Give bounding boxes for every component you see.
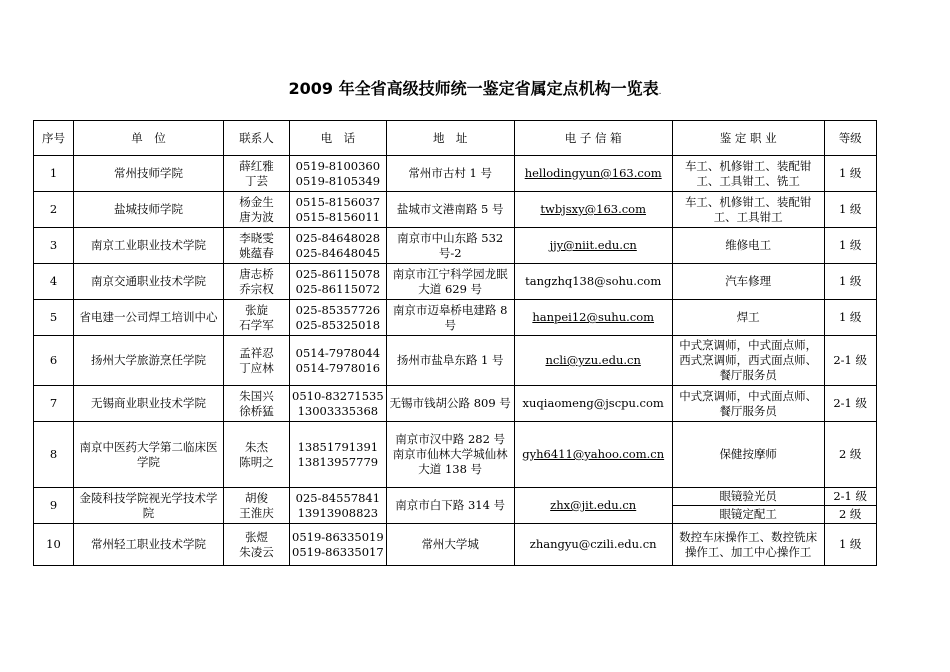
- table-row: [34, 524, 877, 566]
- table-row: [34, 300, 877, 336]
- contacts: [224, 386, 290, 422]
- contact-name: 丁应林: [239, 360, 274, 375]
- header-level: 等级: [824, 121, 876, 156]
- title-text: 2009 年全省高级技师统一鉴定省属定点机构一览表: [288, 79, 659, 98]
- phone-number: 025-86115078: [295, 266, 381, 281]
- contact-name: 薛红雅: [239, 158, 274, 173]
- job-list: 车工、机修钳工、装配钳工、工具钳工、铣工: [672, 156, 824, 192]
- contact-name: 陈明之: [239, 454, 274, 469]
- email[interactable]: [514, 422, 672, 488]
- level: 2 级: [824, 506, 876, 524]
- address-text: 无锡市钱胡公路 809 号: [389, 396, 511, 410]
- table-row: [34, 228, 877, 264]
- phone-number: 025-84648045: [295, 245, 381, 260]
- table-row: [34, 264, 877, 300]
- contacts: [224, 228, 290, 264]
- contact-name: 张煜: [245, 529, 268, 544]
- address: [386, 192, 514, 228]
- phone-number: 025-84557841: [295, 490, 381, 505]
- phone-number: 0519-8100360: [295, 158, 381, 173]
- address-text: 常州大学城: [421, 537, 479, 551]
- address-text: 南京市迈皋桥电建路 8 号: [392, 302, 508, 332]
- row-number: 3: [34, 228, 74, 264]
- job-list: 数控车床操作工、数控铣床操作工、加工中心操作工: [672, 524, 824, 566]
- phone-number: 025-85325018: [295, 317, 381, 332]
- phone-number: 13913908823: [297, 505, 379, 520]
- job-list: 中式烹调师，中式面点师，西式烹调师，西式面点师、餐厅服务员: [672, 336, 824, 386]
- job-list: 维修电工: [672, 228, 824, 264]
- contacts: [224, 192, 290, 228]
- level: 1 级: [824, 264, 876, 300]
- table-row: [34, 422, 877, 488]
- unit-name: [74, 264, 224, 300]
- email-link[interactable]: hellodingyun@163.com: [524, 166, 662, 180]
- address: [386, 156, 514, 192]
- header-row: [34, 121, 877, 156]
- level: 1 级: [824, 156, 876, 192]
- phones: [290, 336, 387, 386]
- phone-number: 0515-8156037: [295, 194, 381, 209]
- address-text: 南京市汉中路 282 号 南京市仙林大学城仙林大道 138 号: [392, 432, 508, 476]
- level: 2-1 级: [824, 488, 876, 506]
- address: [386, 336, 514, 386]
- address-text: 南京市中山东路 532 号-2: [397, 230, 504, 260]
- email[interactable]: [514, 386, 672, 422]
- email[interactable]: [514, 264, 672, 300]
- email-text: tangzhq138@sohu.com: [525, 274, 662, 288]
- table-row: [34, 386, 877, 422]
- contact-name: 姚蕴春: [239, 245, 274, 260]
- page-title: [0, 78, 950, 103]
- row-number: 1: [34, 156, 74, 192]
- row-number: 2: [34, 192, 74, 228]
- contact-name: 朱国兴: [239, 388, 274, 403]
- unit-name-text: 盐城技师学院: [114, 202, 183, 216]
- job-list: 车工、机修钳工、装配钳工、工具钳工: [672, 192, 824, 228]
- contact-name: 丁芸: [245, 173, 268, 188]
- level: 2-1 级: [824, 336, 876, 386]
- row-number: 4: [34, 264, 74, 300]
- email-link[interactable]: twbjsxy@163.com: [540, 202, 647, 216]
- email[interactable]: [514, 524, 672, 566]
- address-text: 扬州市盐阜东路 1 号: [396, 353, 504, 367]
- contact-name: 李晓雯: [239, 230, 274, 245]
- row-number: 5: [34, 300, 74, 336]
- job-list: 眼镜定配工: [672, 506, 824, 524]
- unit-name: [74, 524, 224, 566]
- job-list: 保健按摩师: [672, 422, 824, 488]
- contact-name: 朱杰: [245, 439, 268, 454]
- row-number: 9: [34, 488, 74, 524]
- address: [386, 524, 514, 566]
- level: 1 级: [824, 524, 876, 566]
- phone-number: 025-86115072: [295, 281, 381, 296]
- job-list: 中式烹调师，中式面点师、餐厅服务员: [672, 386, 824, 422]
- email-link[interactable]: hanpei12@suhu.com: [532, 310, 655, 324]
- phones: [290, 488, 387, 524]
- email[interactable]: [514, 228, 672, 264]
- table-row: [34, 488, 877, 506]
- level: 1 级: [824, 192, 876, 228]
- phone-number: 0514-7978016: [295, 360, 381, 375]
- contact-name: 张旋: [245, 302, 268, 317]
- email-link[interactable]: zhx@jit.edu.cn: [550, 498, 637, 512]
- address: [386, 488, 514, 524]
- email[interactable]: [514, 488, 672, 524]
- unit-name-text: 南京中医药大学第二临床医学院: [79, 439, 218, 469]
- row-number: 8: [34, 422, 74, 488]
- title-suffix: .: [658, 87, 662, 97]
- unit-name-text: 南京交通职业技术学院: [91, 274, 206, 288]
- unit-name: [74, 300, 224, 336]
- contacts: [224, 524, 290, 566]
- address: [386, 228, 514, 264]
- contact-name: 乔宗权: [239, 281, 274, 296]
- contact-name: 王淮庆: [239, 505, 274, 520]
- header-no: 序号: [34, 121, 74, 156]
- phone-number: 13003335368: [297, 403, 379, 418]
- phones: [290, 422, 387, 488]
- email[interactable]: [514, 336, 672, 386]
- header-contact: 联系人: [224, 121, 290, 156]
- contacts: [224, 300, 290, 336]
- phone-number: 0519-86335019: [292, 529, 384, 544]
- phone-number: 025-84648028: [295, 230, 381, 245]
- contacts: [224, 488, 290, 524]
- job-list: 焊工: [672, 300, 824, 336]
- contact-name: 孟祥忍: [239, 345, 274, 360]
- row-number: 10: [34, 524, 74, 566]
- contact-name: 胡俊: [245, 490, 268, 505]
- email[interactable]: [514, 156, 672, 192]
- table-row: [34, 192, 877, 228]
- contact-name: 唐志桥: [239, 266, 274, 281]
- row-number: 7: [34, 386, 74, 422]
- phones: [290, 264, 387, 300]
- email[interactable]: [514, 192, 672, 228]
- address-text: 盐城市文港南路 5 号: [396, 202, 504, 216]
- email[interactable]: [514, 300, 672, 336]
- contact-name: 石学军: [239, 317, 274, 332]
- header-address: 地 址: [386, 121, 514, 156]
- address-text: 南京市白下路 314 号: [395, 498, 506, 512]
- job-list: 眼镜验光员: [672, 488, 824, 506]
- unit-name: [74, 228, 224, 264]
- phone-number: 13851791391: [297, 439, 379, 454]
- header-phone: 电 话: [290, 121, 387, 156]
- address: [386, 386, 514, 422]
- unit-name-text: 南京工业职业技术学院: [91, 238, 206, 252]
- phones: [290, 228, 387, 264]
- row-number: 6: [34, 336, 74, 386]
- contact-name: 唐为波: [239, 209, 274, 224]
- address: [386, 264, 514, 300]
- contacts: [224, 336, 290, 386]
- email-link[interactable]: gyh6411@yahoo.com.cn: [522, 447, 665, 461]
- table-row: [34, 336, 877, 386]
- level: 2-1 级: [824, 386, 876, 422]
- phone-number: 0519-86335017: [292, 544, 384, 559]
- address-text: 常州市古村 1 号: [408, 166, 492, 180]
- phone-number: 0514-7978044: [295, 345, 381, 360]
- phones: [290, 156, 387, 192]
- unit-name: [74, 192, 224, 228]
- level: 2 级: [824, 422, 876, 488]
- unit-name: [74, 386, 224, 422]
- email-link[interactable]: jjy@niit.edu.cn: [549, 238, 637, 252]
- unit-name-text: 扬州大学旅游烹任学院: [91, 353, 206, 367]
- phones: [290, 524, 387, 566]
- address: [386, 422, 514, 488]
- unit-name: [74, 156, 224, 192]
- phone-number: 0519-8105349: [295, 173, 381, 188]
- header-jobs: 鉴 定 职 业: [672, 121, 824, 156]
- phone-number: 0510-83271535: [292, 388, 384, 403]
- header-unit: 单 位: [74, 121, 224, 156]
- email-text: xuqiaomeng@jscpu.com: [522, 396, 664, 410]
- email-link[interactable]: ncli@yzu.edu.cn: [545, 353, 641, 367]
- level: 1 级: [824, 228, 876, 264]
- unit-name-text: 无锡商业职业技术学院: [91, 396, 206, 410]
- unit-name: [74, 488, 224, 524]
- email-text: zhangyu@czili.edu.cn: [529, 537, 657, 551]
- contact-name: 朱凌云: [239, 544, 274, 559]
- phones: [290, 300, 387, 336]
- institution-table: [33, 120, 877, 566]
- address: [386, 300, 514, 336]
- contacts: [224, 264, 290, 300]
- contact-name: 杨金生: [239, 194, 274, 209]
- phones: [290, 192, 387, 228]
- phones: [290, 386, 387, 422]
- unit-name: [74, 336, 224, 386]
- contacts: [224, 156, 290, 192]
- phone-number: 0515-8156011: [295, 209, 381, 224]
- header-email: 电 子 信 箱: [514, 121, 672, 156]
- level: 1 级: [824, 300, 876, 336]
- contact-name: 徐桥猛: [239, 403, 274, 418]
- unit-name-text: 常州轻工职业技术学院: [91, 537, 206, 551]
- phone-number: 025-85357726: [295, 302, 381, 317]
- table-row: [34, 156, 877, 192]
- unit-name-text: 金陵科技学院视光学技术学院: [79, 490, 218, 520]
- unit-name-text: 常州技师学院: [114, 166, 183, 180]
- unit-name-text: 省电建一公司焊工培训中心: [79, 310, 218, 324]
- phone-number: 13813957779: [297, 454, 379, 469]
- unit-name: [74, 422, 224, 488]
- job-list: 汽车修理: [672, 264, 824, 300]
- address-text: 南京市江宁科学园龙眠大道 629 号: [392, 266, 508, 296]
- contacts: [224, 422, 290, 488]
